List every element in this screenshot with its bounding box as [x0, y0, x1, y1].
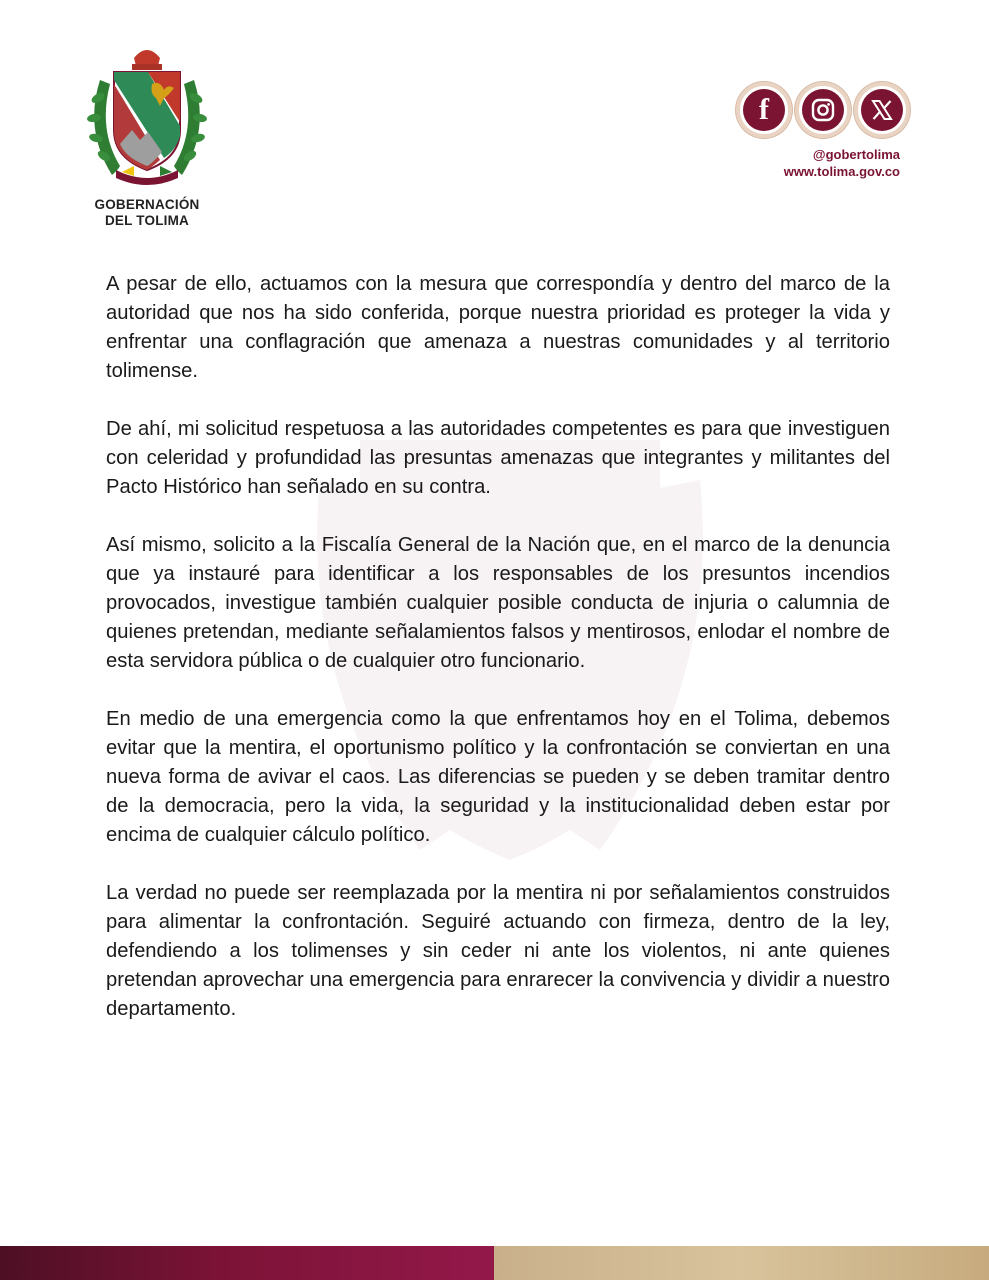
facebook-icon: f — [743, 89, 785, 131]
footer-bar — [0, 1246, 989, 1280]
x-icon — [861, 89, 903, 131]
gobernacion-logo — [82, 40, 212, 229]
coat-of-arms-icon — [82, 40, 212, 190]
paragraph-1: A pesar de ello, actuamos con la mesura que correspondía y dentro del marco de la autoridad que nos ha sido conferida, porque nuestra prioridad es proteger la vida y enfrentar una conflagración que amenaza a nuestras comunidades y al territorio tolimense. — [106, 273, 890, 382]
footer-bar-gold — [494, 1246, 989, 1280]
letter-body — [106, 270, 890, 1053]
x-button[interactable] — [854, 82, 910, 138]
instagram-button[interactable] — [795, 82, 851, 138]
instagram-icon — [802, 89, 844, 131]
paragraph-3: Así mismo, solicito a la Fiscalía General de la Nación que, en el marco de la denuncia que ya instauré para identificar a los responsables de los presuntos incendios provocados, investigue también cualquier posible conducta de injuria o calumnia de quienes pretendan, mediante señalamientos falsos y mentirosos, enlodar el nombre de esta servidora pública o de cualquier otro funcionario. — [106, 534, 890, 672]
paragraph-5: La verdad no puede ser reemplazada por la mentira ni por señalamientos construidos para alimentar la confrontación. Seguiré actuando con firmeza, dentro de la ley, defendiendo a los tolimenses y sin ceder ni ante los violentos, ni ante quienes pretendan aprovechar una emergencia para enrarecer la convivencia y dividir a nuestro departamento. — [106, 882, 890, 1020]
social-handle[interactable]: @gobertolima — [812, 147, 900, 162]
paragraph-2: De ahí, mi solicitud respetuosa a las autoridades competentes es para que investiguen con celeridad y profundidad las presuntas amenazas que integrantes y militantes del Pacto Histórico han señalado en su contra. — [106, 418, 890, 498]
social-icons — [736, 82, 920, 138]
website-link[interactable]: www.tolima.gov.co — [783, 164, 900, 179]
logo-line-1: GOBERNACIÓN — [94, 197, 200, 212]
logo-line-2: DEL TOLIMA — [104, 213, 189, 228]
social-block — [736, 82, 920, 180]
footer-bar-maroon — [0, 1246, 494, 1280]
paragraph-4: En medio de una emergencia como la que enfrentamos hoy en el Tolima, debemos evitar que la mentira, el oportunismo político y la confrontación se conviertan en una nueva forma de avivar el caos. Las diferencias se pueden y se deben tramitar dentro de la democracia, pero la vida, la seguridad y la institucionalidad deben estar por encima de cualquier cálculo político. — [106, 708, 890, 846]
facebook-button[interactable] — [736, 82, 792, 138]
